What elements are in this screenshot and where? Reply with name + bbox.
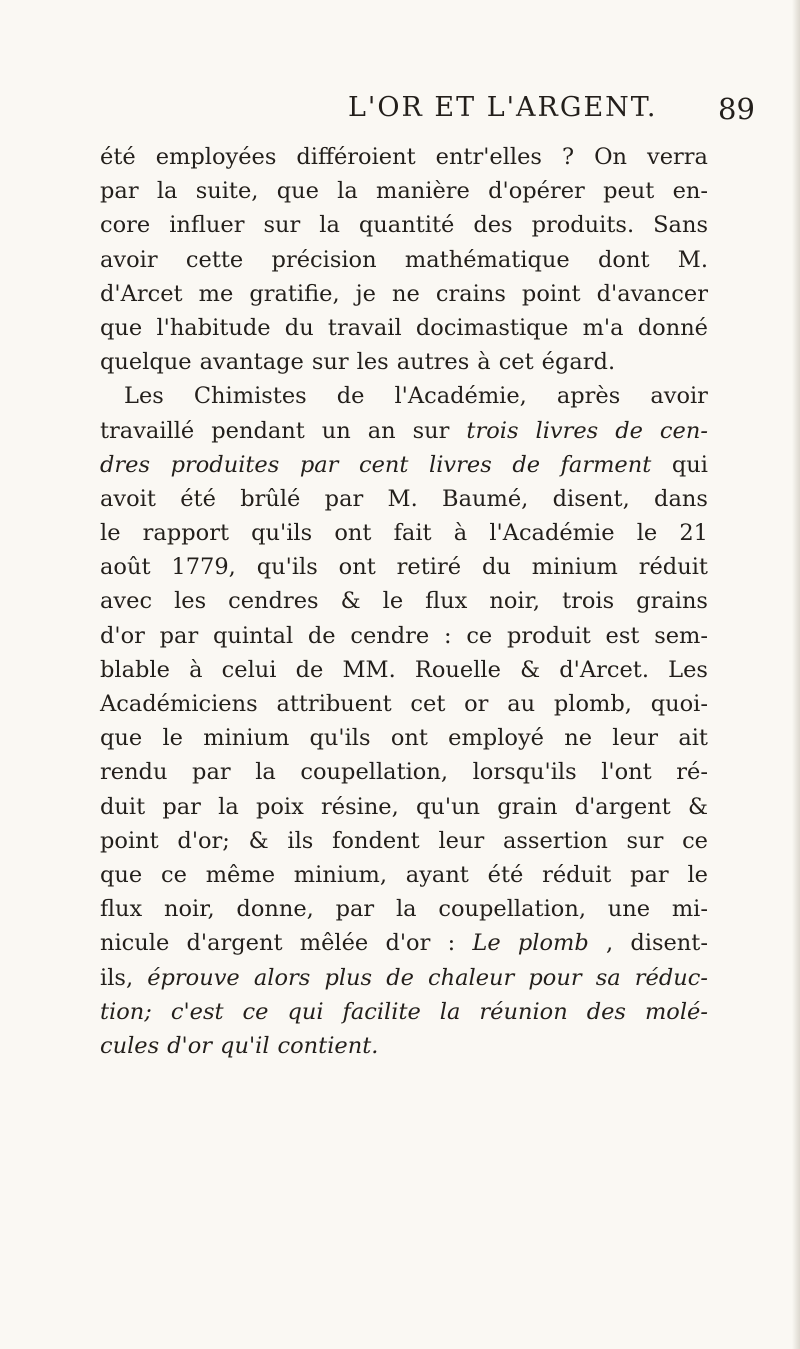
word: cet [498,349,534,376]
word: que [100,861,143,888]
word: m'a [582,314,624,341]
word: par [159,622,199,649]
word: est [605,622,640,649]
word: de [295,656,324,683]
word: un [321,417,351,444]
word: 1779, [171,554,236,581]
body-text [100,140,708,1063]
word: produits. [531,212,635,239]
word: que [276,178,319,205]
text-line [100,1029,708,1063]
word: par [335,896,375,923]
word: l'habitude [156,314,271,341]
word: crains [435,280,506,307]
word: d'argent [186,930,283,957]
word: flux [425,588,468,615]
word: Les [124,383,164,410]
text-line [100,995,708,1029]
word: de [512,451,541,478]
word: alors [253,964,311,991]
word: en- [672,178,708,205]
word: été [100,144,136,170]
word: coupellation, [438,896,586,923]
word: autres [396,349,470,376]
word: livres [535,417,599,444]
word: Baumé, [442,485,529,512]
word: plomb [517,930,589,957]
word: sur [263,212,301,239]
word: le [162,725,183,752]
word: trois [562,588,615,615]
word: par [192,759,231,786]
word: peut [603,178,655,205]
text-line [100,379,708,413]
word: fait [393,520,432,547]
word: le [687,861,708,888]
word: sem- [654,622,708,649]
word: employé [448,725,544,752]
word: duit [100,793,146,820]
word: me [198,280,234,307]
text-line [100,858,708,892]
word: travaillé [100,417,195,444]
text-line [100,550,708,584]
word: MM. [342,656,396,683]
word: manière [376,178,470,205]
text-line [100,961,708,995]
word: M. [677,246,708,273]
word: Chimistes [193,383,307,410]
word: minium, [293,861,387,888]
page-edge [792,0,800,1349]
word: je [355,280,376,307]
text-line [100,687,708,721]
word: de [336,383,365,410]
word: docimastique [415,314,569,341]
word: le [100,520,121,547]
word: d'opérer [488,178,585,205]
word: réduit [638,554,708,581]
word: cendres [228,588,319,615]
word: mathématique [404,246,570,273]
word: sur [626,827,664,854]
word: sur [311,349,349,376]
word: la [319,212,340,239]
word: retiré [396,554,462,581]
word: que [100,725,143,752]
word: Le [472,930,501,957]
word: d'or [100,622,145,649]
word: gratifie, [249,280,340,307]
word: réduc- [634,964,708,991]
word: la [156,178,178,205]
word: produit [506,622,591,649]
word: influer [169,212,245,239]
word: point [521,280,581,307]
word: sa [595,964,621,991]
word: des [586,998,626,1025]
word: verra [647,144,708,170]
word: cet [410,691,446,717]
word: produites [170,451,280,478]
word: ce [161,861,187,888]
word: nicule [100,930,170,957]
word: Rouelle [414,656,501,683]
word: chaleur [428,964,515,991]
word: qu'un [415,793,481,820]
word: par [299,451,339,478]
word: ce [682,827,708,854]
word: noir, [489,588,541,615]
word: la [255,759,276,786]
text-line [100,892,708,926]
word: à [453,520,468,547]
word: poix [255,793,304,820]
word: ré- [676,759,708,786]
word: cendre [350,622,430,649]
word: leur [438,827,485,854]
word: ce [466,622,493,649]
word: qui [287,998,324,1025]
word: cen- [659,417,708,444]
word: cules [100,1032,160,1059]
word: à [189,656,203,683]
word: d'Arcet [100,280,183,307]
word: minium [203,725,290,752]
word: M. [387,485,418,512]
word: d'or [385,930,431,957]
word: la [439,998,461,1025]
word: mêlée [299,930,369,957]
word: ont [334,520,372,547]
word: une [607,896,651,923]
word: sur [412,417,450,444]
word: les [174,588,207,615]
word: donné [637,314,708,341]
word: plomb, [553,691,632,717]
word: dans [654,485,708,512]
word: ait [678,725,708,752]
word: l'Académie [489,520,615,547]
word: même [205,861,276,888]
word: mi- [671,896,708,923]
word: été [180,485,216,512]
word: pendant [211,417,305,444]
word: celui [221,656,277,683]
word: après [556,383,621,410]
word: précision [271,246,377,273]
word: & [687,793,708,820]
word: les [356,349,389,376]
word: août [100,554,151,581]
word: entr'elles [435,144,542,170]
text-line [100,926,708,960]
word: Académiciens [100,691,258,717]
word: ils [287,827,314,854]
word: : [447,930,456,957]
text-line [100,414,708,448]
word: l'Académie, [394,383,527,410]
word: de [615,417,643,444]
word: travail [327,314,402,341]
text-line [100,482,708,516]
word: ne [392,280,420,307]
word: de [307,622,336,649]
word: l'ont [601,759,652,786]
word: brûlé [240,485,301,512]
word: du [284,314,314,341]
word: point [100,827,159,854]
word: Les [668,656,708,683]
word: d'avancer [596,280,708,307]
text-line [100,140,708,174]
word: qu'ils [309,725,371,752]
word: ? [561,144,575,170]
word: dres [100,451,151,478]
word: qu'ils [251,520,313,547]
word: d'or; [177,827,230,854]
word: rendu [100,759,168,786]
word: avec [100,588,153,615]
word: quintal [212,622,294,649]
word: la [337,178,358,205]
text-line [100,584,708,618]
text-line [100,619,708,653]
word: pour [528,964,582,991]
word: d'or [167,1032,213,1059]
text-line [100,653,708,687]
word: & [520,656,541,683]
word: d'argent [574,793,671,820]
word: blable [100,656,170,683]
word: le [382,588,404,615]
word: avantage [199,349,304,376]
word: dont [598,246,650,273]
word: flux [100,896,143,923]
page-number: 89 [718,92,755,126]
word: minium [531,554,618,581]
word: , [605,930,614,957]
word: core [100,212,151,239]
word: à [477,349,491,376]
word: : [443,622,452,649]
word: réduit [542,861,612,888]
word: par [100,178,139,205]
text-line [100,208,708,242]
word: attribuent [276,691,392,717]
word: différoient [296,144,416,170]
text-line [100,448,708,482]
word: donne, [236,896,314,923]
word: ce [242,998,269,1025]
word: grain [497,793,558,820]
word: suite, [195,178,259,205]
word: & [248,827,269,854]
word: le [636,520,658,547]
word: & [340,588,361,615]
word: avoit [100,485,156,512]
word: des [473,212,513,239]
word: rapport [142,520,229,547]
text-line [100,516,708,550]
word: lorsqu'ils [472,759,577,786]
text-line [100,174,708,208]
word: leur [612,725,659,752]
word: ne [564,725,593,752]
word: que [100,314,143,341]
word: ils, [100,964,134,991]
word: par [630,861,669,888]
word: du [481,554,511,581]
word: employées [155,144,277,170]
word: 21 [679,520,708,547]
word: ayant [405,861,469,888]
text-line [100,311,708,345]
text-line [100,721,708,755]
word: par [162,793,201,820]
word: disent- [630,930,708,957]
word: ont [338,554,376,581]
word: assertion [502,827,608,854]
word: facilite [342,998,421,1025]
word: tion; [100,998,152,1025]
word: On [594,144,627,170]
word: or [464,691,489,717]
text-line [100,345,708,379]
word: quantité [358,212,455,239]
text-line [100,243,708,277]
word: réunion [479,998,568,1025]
word: la [218,793,239,820]
word: farment [560,451,652,478]
word: contient. [277,1032,379,1059]
word: grains [636,588,708,615]
word: éprouve [147,964,240,991]
word: qu'ils [256,554,318,581]
text-line [100,277,708,311]
word: coupellation, [300,759,448,786]
word: an [367,417,396,444]
word: disent, [552,485,630,512]
word: quelque [100,349,192,376]
word: au [507,691,536,717]
word: de [386,964,414,991]
word: d'Arcet. [559,656,649,683]
word: livres [429,451,492,478]
word: avoir [100,246,158,273]
word: c'est [170,998,224,1025]
word: quoi- [650,691,708,717]
text-line [100,755,708,789]
word: molé- [644,998,708,1025]
word: fondent [332,827,420,854]
word: été [487,861,524,888]
word: ont [390,725,428,752]
word: la [395,896,417,923]
word: noir, [163,896,215,923]
running-title: L'OR ET L'ARGENT. [348,92,658,123]
word: égard. [541,349,616,376]
word: qu'il [220,1032,270,1059]
word: Sans [653,212,708,239]
word: qui [671,451,708,478]
word: par [324,485,364,512]
word: résine, [321,793,399,820]
text-line [100,824,708,858]
word: cent [359,451,409,478]
word: trois [466,417,519,444]
word: plus [324,964,373,991]
word: cette [185,246,244,273]
word: avoir [650,383,708,410]
text-line [100,790,708,824]
